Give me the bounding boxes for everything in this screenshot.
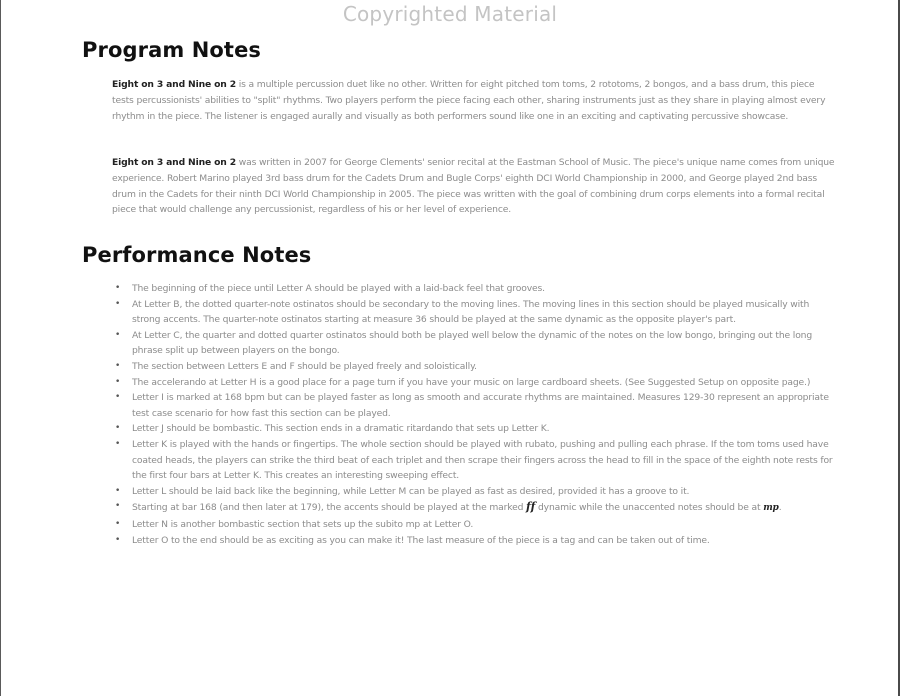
performance-notes-heading: Performance Notes: [82, 243, 312, 267]
list-item: • Letter I is marked at 168 bpm but can be played faster as long as smooth and accurate rhythms are maintained. Measures 129-30 represent an appropriate test case scenario for how fast this section can be played.: [115, 392, 829, 419]
bullet-icon: •: [115, 283, 121, 293]
bullet-icon: •: [115, 518, 121, 529]
paragraph-body: was written in 2007 for George Clements' senior recital at the Eastman School of Music. The piece's unique name comes from unique experience. Robert Marino played 3rd bass drum for the Cadets Drum and Bugle Corps' eighth DCI World Championship in 2000, and George played 2nd bass drum in the Cadets for their ninth DCI World Championship in 2005. The piece was written with the goal of combining drum corps elements into a formal recital piece that would challenge any percussionist, regardless of his or her level of experience.: [112, 157, 835, 216]
bullet-icon: •: [115, 501, 121, 512]
list-item: • Letter J should be bombastic. This section ends in a dramatic ritardando that sets up Letter K.: [112, 421, 836, 437]
program-notes-paragraph-2: [112, 155, 836, 218]
bullet-icon: •: [115, 360, 121, 371]
piece-title: Eight on 3 and Nine on 2: [112, 157, 236, 168]
page-left-border: [0, 0, 1, 696]
bullet-icon: •: [115, 376, 121, 387]
piece-title: Eight on 3 and Nine on 2: [112, 79, 236, 90]
fortissimo-dynamic: ff: [526, 500, 536, 514]
mezzo-piano-dynamic: mp: [763, 503, 779, 514]
list-item: • At Letter B, the dotted quarter-note ostinatos should be secondary to the moving lines. The moving lines in this section should be played musically with strong accents. The quarter-note ostinatos starting at measure 36 should be played at the same dynamic as the opposite player's part.: [115, 298, 810, 326]
bullet-icon: •: [115, 392, 121, 403]
bullet-icon: •: [115, 534, 121, 545]
list-item: • Letter N is another bombastic section that sets up the subito mp at Letter O.: [112, 517, 836, 533]
copyright-watermark: Copyrighted Material: [342, 2, 558, 26]
performance-notes-list: [112, 281, 836, 548]
list-item: • Letter L should be laid back like the beginning, while Letter M can be played as fast as desired, provided it has a groove to it.: [112, 484, 836, 500]
bullet-icon: •: [115, 329, 121, 340]
bullet-icon: •: [115, 298, 121, 309]
list-item: • The beginning of the piece until Letter A should be played with a laid-back feel that grooves.: [112, 281, 836, 297]
paragraph-body: is a multiple percussion duet like no other. Written for eight pitched tom toms, 2 rototoms, 2 bongos, and a bass drum, this piece tests percussionists' abilities to "split" rhythms. Two players perform the piece facing each other, sharing instruments just as they share in playing almost every rhythm in the piece. The listener is engaged aurally and visually as both performers sound like one in an exciting and captivating percussive showcase.: [112, 79, 826, 122]
list-item: • Letter O to the end should be as exciting as you can make it! The last measure of the piece is a tag and can be taken out of time.: [112, 533, 836, 549]
program-notes-paragraph-1: [112, 77, 836, 124]
list-item: • At Letter C, the quarter and dotted quarter ostinatos should both be played well below the dynamic of the notes on the low bongo, bringing out the long phrase split up between players on the bongo.: [115, 329, 813, 357]
list-item: • The section between Letters E and F should be played freely and soloistically.: [112, 359, 836, 375]
bullet-icon: •: [115, 438, 121, 449]
list-item: • Letter K is played with the hands or fingertips. The whole section should be played with rubato, pushing and pulling each phrase. If the tom toms used have coated heads, the players can strike the third beat of each triplet and then scrape their fingers across the head to fill in the space of the eighth note rests for the first four bars at Letter K. This creates an interesting sweeping effect.: [115, 438, 833, 482]
bullet-icon: •: [115, 485, 121, 496]
list-item: • The accelerando at Letter H is a good place for a page turn if you have your music on large cardboard sheets. (See Suggested Setup on opposite page.): [112, 375, 836, 391]
bullet-icon: •: [115, 423, 121, 434]
list-item: • Starting at bar 168 (and then later at 179), the accents should be played at the marked ff dynamic while the unaccented notes should be at mp.: [115, 500, 782, 514]
program-notes-heading: Program Notes: [82, 38, 262, 62]
